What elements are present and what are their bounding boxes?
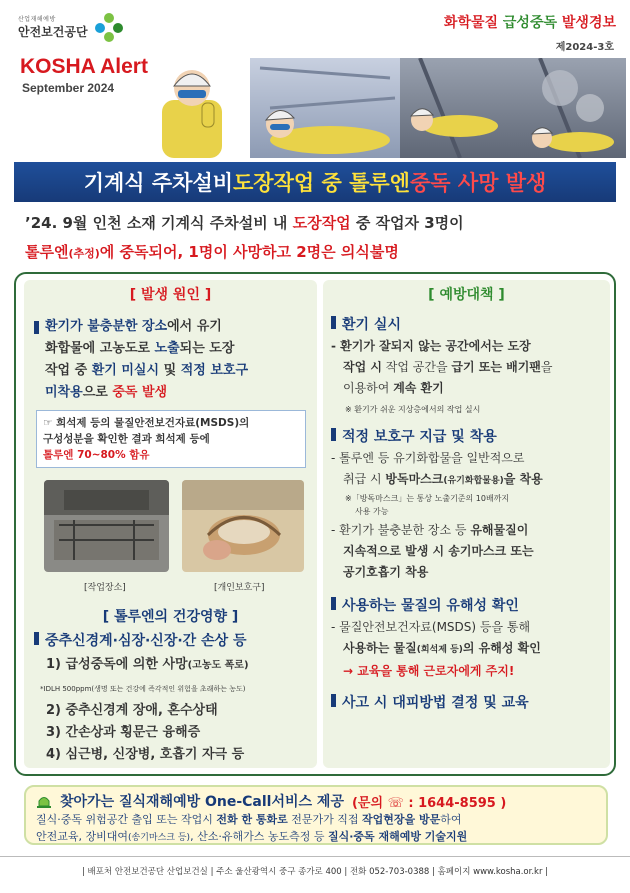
cause-heading: [ 발생 원인 ]: [129, 287, 212, 303]
photo-caption-workplace: [작업장소]: [84, 583, 126, 593]
alert-title: KOSHA Alert: [20, 55, 148, 78]
workplace-photo: [44, 480, 169, 572]
msds-note: ☞ 희석제 등의 물질안전보건자료(MSDS)의 구성성분을 확인한 결과 희석제 등에 톨루엔 70~80% 함유: [36, 410, 306, 468]
one-call-title: 찾아가는 질식재해예방 One-Call서비스 제공: [60, 794, 344, 810]
bulletin-type: 화학물질 급성중독 발생경보: [443, 15, 616, 31]
main-content-box: [14, 272, 616, 776]
health-heading: [ 톨루엔의 건강영향 ]: [102, 609, 239, 625]
idlh-note: *IDLH 500ppm(생명 또는 건강에 즉각적인 위험을 초래하는 농도): [40, 685, 246, 693]
footer: | 배포처 안전보건공단 산업보건실 | 주소 울산광역시 중구 종가로 400 | 전화 052-703-0388 | 홈페이지 www.kosha.or.kr |: [0, 856, 630, 877]
contact-phone[interactable]: (문의 ☏ : 1644-8595 ): [351, 795, 507, 811]
prevention-hazard-check: 사용하는 물질의 유해성 확인: [331, 595, 606, 615]
incident-summary: ’24. 9월 인천 소재 기계식 주차설비 내 도장작업 중 작업자 3명이 톨루엔(추정)에 중독되어, 1명이 사망하고 2명은 의식불명: [25, 214, 464, 261]
org-small: 산업재해예방: [18, 16, 56, 23]
cause-paragraph: 환기가 불충분한 장소에서 유기 화합물에 고농도로 노출되는 도장 작업 중 환기 미실시 및 적정 보호구 미착용으로 중독 발생: [34, 316, 311, 404]
prevention-heading: [ 예방대책 ]: [428, 287, 505, 303]
prevention-evacuation: 사고 시 대피방법 결정 및 교육: [331, 692, 606, 712]
bulletin-number: 제2024-3호: [555, 42, 614, 53]
accident-illustration: [160, 58, 626, 158]
cause-column: [24, 280, 317, 768]
prevention-ppe: 적정 보호구 지급 및 착용: [331, 426, 606, 446]
one-call-service: 찾아가는 질식재해예방 One-Call서비스 제공 (문의 ☏ : 1644-8595 ) 질식·중독 위험공간 출입 또는 작업시 전화 한 통화로 전문가가 직접 작업현장을 방문하여 안전교육, 장비대여(송기마스크 등), 산소·유해가스 농도측정 등 질식·중독 재해예방 기술지원: [24, 785, 608, 845]
siren-icon: [36, 793, 52, 809]
prevention-ventilation: 환기 실시: [331, 314, 606, 334]
alert-date: September 2024: [22, 81, 115, 95]
kosha-logo[interactable]: [18, 12, 124, 42]
org-name: 안전보건공단: [18, 25, 88, 39]
ppe-photo: [182, 480, 304, 572]
prevention-column: [ 예방대책 ] 환기 실시 - 환기가 잘되지 않는 공간에서는 도장 작업 시 작업 공간을 급기 또는 배기팬을 이용하여 계속 환기 ※ 환기가 쉬운 지상층에서의 작업 실시 적정 보호구 지급 및 착용 - 톨루엔 등 유기화합물을 일반적으로 취급 시 방독마스크(유기화합물용)을 착용 ※「방독마스크」는 통상 노출기준의 10배까지 사용 가능 - 환기가 불충분한 장소 등 유해물질이 지속적으로 발생 시 송기마스크 또는 공기호흡기 착용 사용하는 물질의 유해성 확인 - 물질안전보건자료(MSDS) 등을 통해 사용하는 물질(희석제 등)의 유해성 확인 → 교육을 통해 근로자에게 주지! 사고 시 대피방법 결정 및 교육: [323, 280, 610, 768]
photo-caption-ppe: [개인보호구]: [214, 583, 265, 593]
page-title: 기계식 주차설비 도장작업 중 톨루엔 중독 사망 발생: [14, 162, 616, 202]
health-section: 중추신경계·심장·신장·간 손상 등 1) 급성중독에 의한 사망(고농도 폭로) *IDLH 500ppm(생명 또는 건강에 즉각적인 위험을 초래하는 농도) 2) 중추신경계 장애, 혼수상태 3) 간손상과 횡문근 융해증 4) 심근병, 신장병, 호흡기 자극 등: [34, 630, 314, 766]
kosha-cross-icon: [94, 12, 124, 42]
worker-standing-icon: [162, 70, 222, 158]
header: [0, 0, 630, 160]
